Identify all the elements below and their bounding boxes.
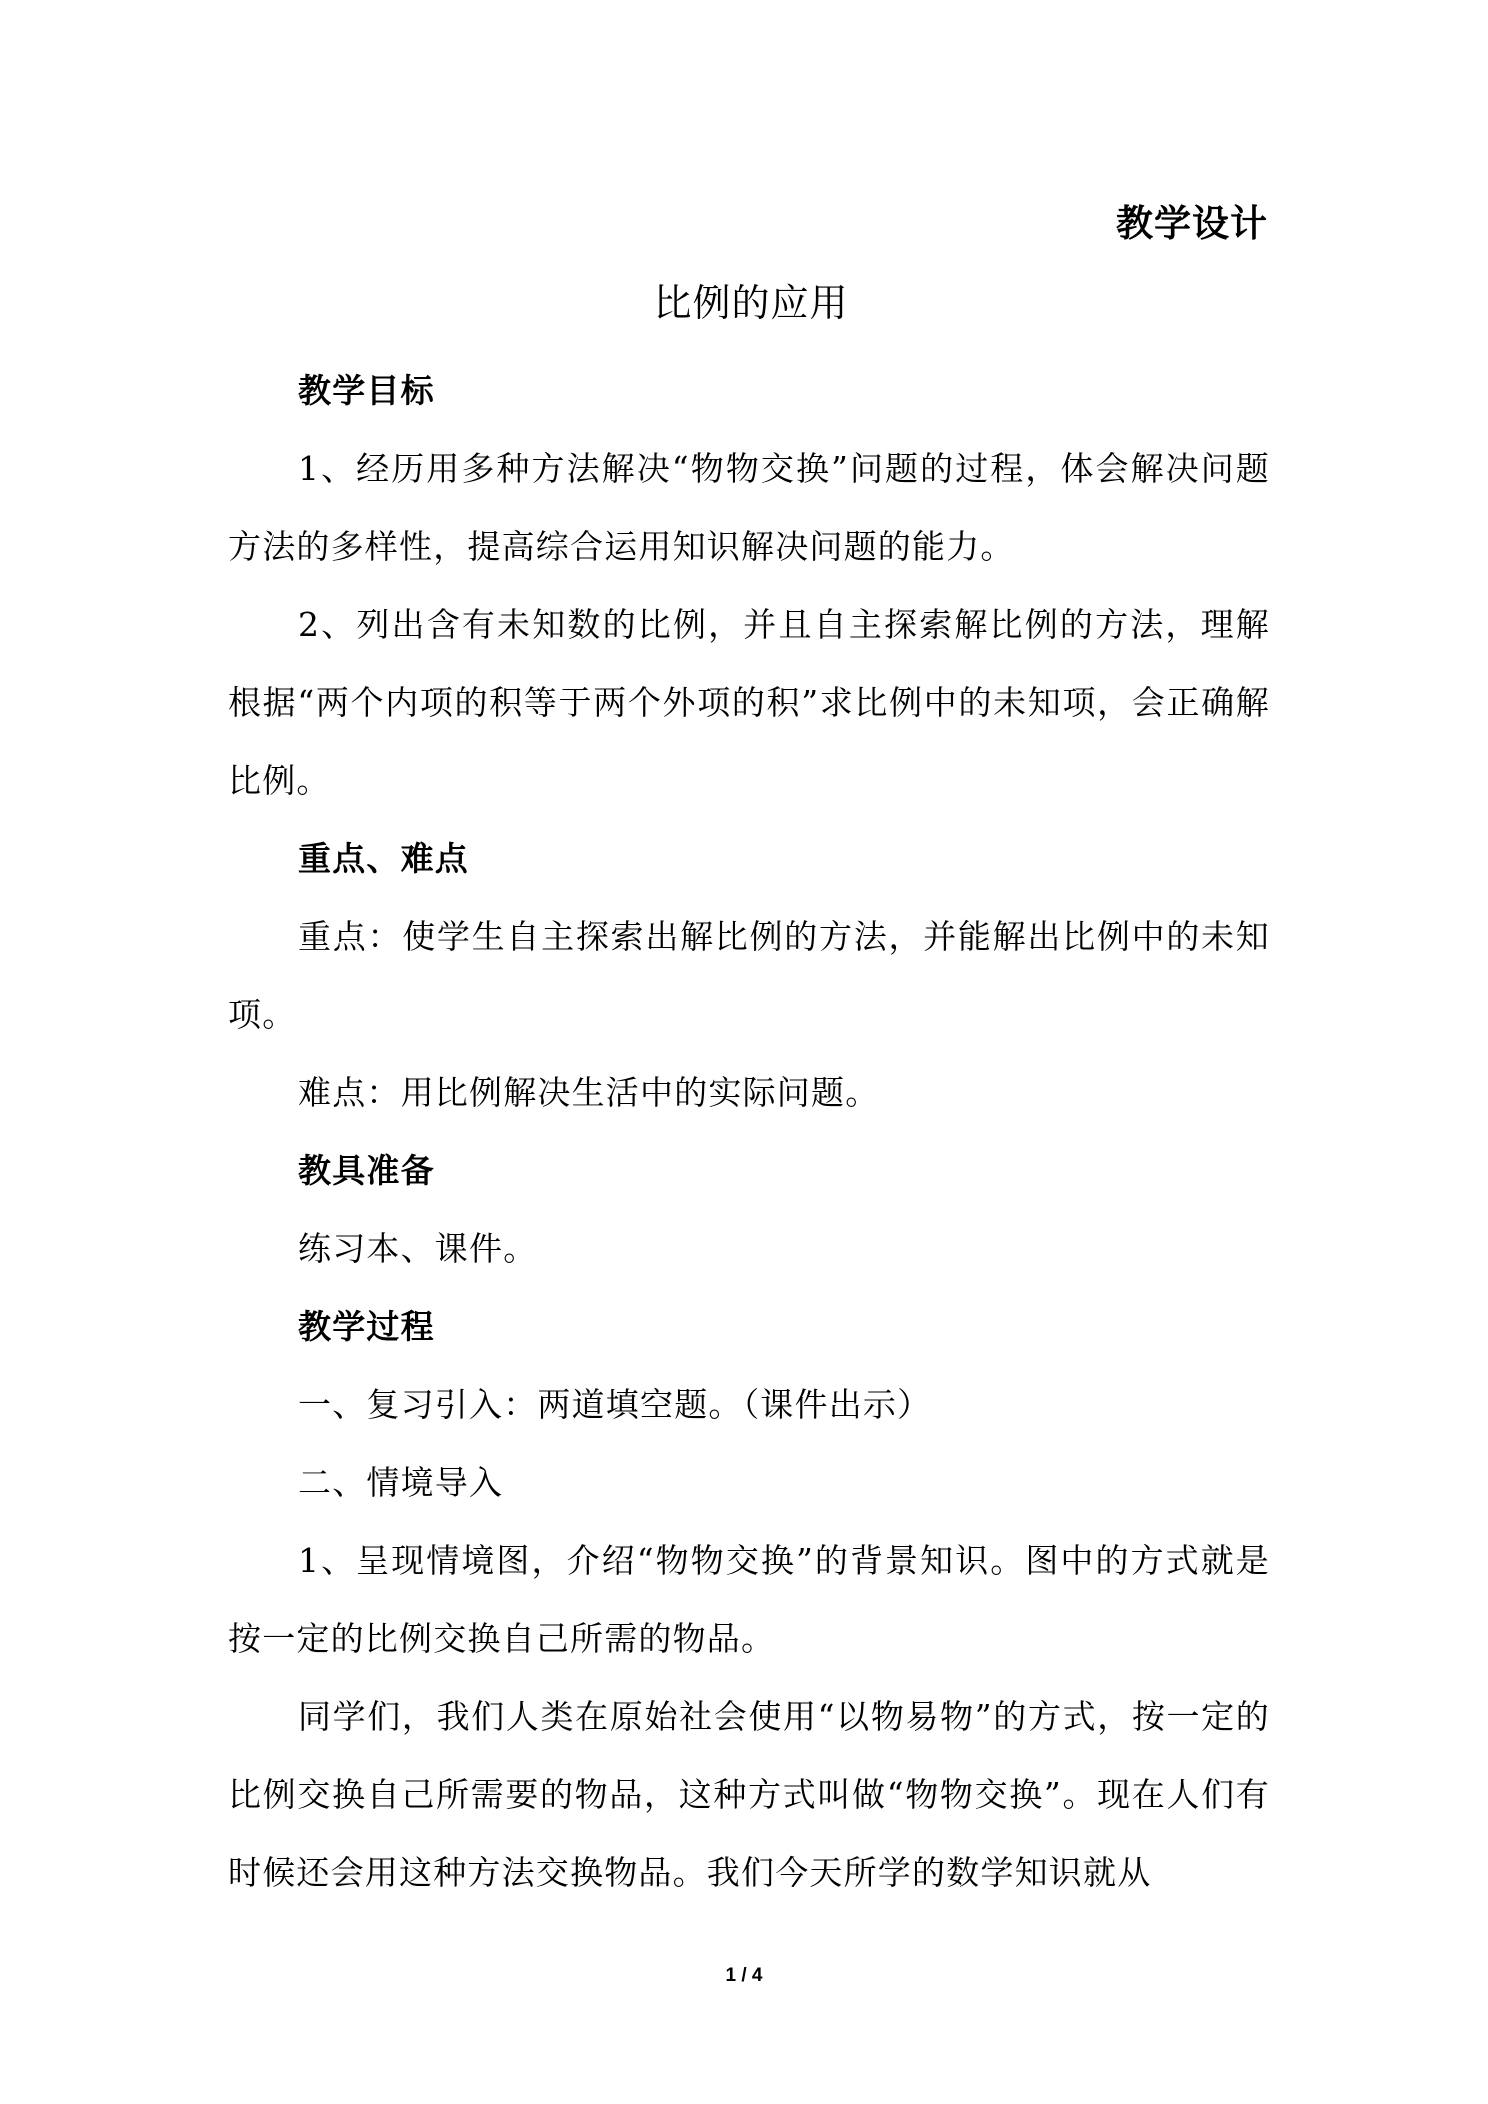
doc-header: 教学设计 xyxy=(1116,202,1268,245)
section-heading-objectives: 教学目标 xyxy=(298,371,435,410)
paragraph-process-1: 一、复习引入：两道填空题。（课件出示） xyxy=(298,1385,932,1424)
paragraph-materials: 练习本、课件。 xyxy=(298,1229,538,1268)
paragraph-objective-1: 1、经历用多种方法解决“物物交换”问题的过程，体会解决问题方法的多样性，提高综合运用知识解决问题的能力。 xyxy=(228,449,1270,566)
paragraph-focus-key: 重点：使学生自主探索出解比例的方法，并能解出比例中的未知项。 xyxy=(228,917,1270,1034)
section-heading-focus: 重点、难点 xyxy=(298,839,469,878)
paragraph-objective-2: 2、列出含有未知数的比例，并且自主探索解比例的方法，理解根据“两个内项的积等于两个外项的积”求比例中的未知项，会正确解比例。 xyxy=(228,605,1270,800)
paragraph-process-2-text: 同学们，我们人类在原始社会使用“以物易物”的方式，按一定的比例交换自己所需要的物品，这种方式叫做“物物交换”。现在人们有时候还会用这种方法交换物品。我们今天所学的数学知识就从 xyxy=(228,1697,1270,1892)
paragraph-focus-difficulty: 难点：用比例解决生活中的实际问题。 xyxy=(298,1073,880,1112)
section-heading-materials: 教具准备 xyxy=(298,1151,435,1190)
paragraph-process-2-1: 1、呈现情境图，介绍“物物交换”的背景知识。图中的方式就是按一定的比例交换自己所需的物品。 xyxy=(228,1541,1270,1658)
doc-title: 比例的应用 xyxy=(653,281,849,325)
section-heading-process: 教学过程 xyxy=(298,1307,435,1346)
page-number: 1 / 4 xyxy=(725,1965,763,1986)
paragraph-process-2: 二、情境导入 xyxy=(298,1463,504,1502)
doc-body xyxy=(228,352,1270,1912)
